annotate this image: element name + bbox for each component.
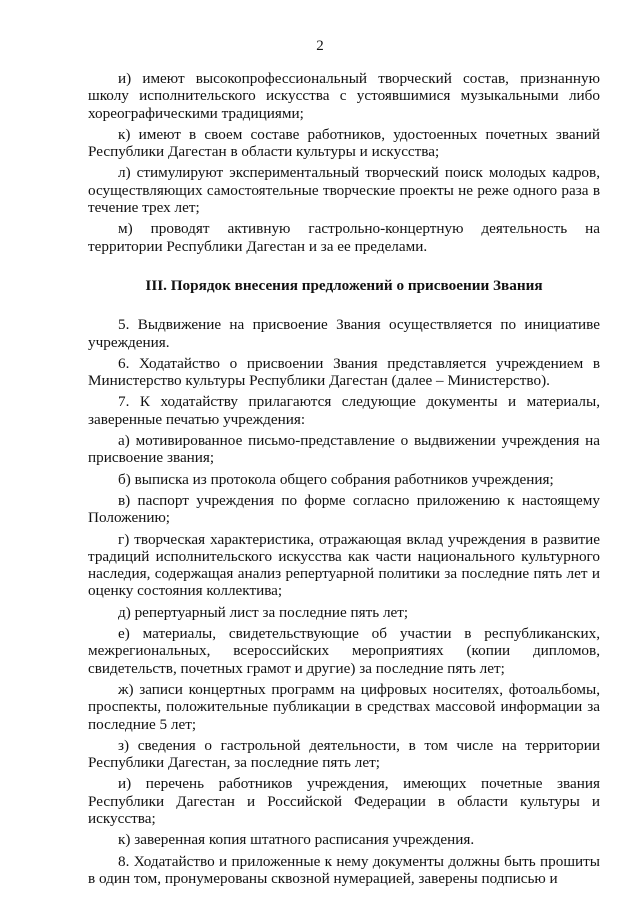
list-item-a: а) мотивированное письмо-представление о выдвижении учреждения на присвоение звания; — [88, 432, 600, 467]
list-item-b: б) выписка из протокола общего собрания работников учреждения; — [118, 470, 554, 488]
document-body — [88, 70, 600, 887]
paragraph-l: л) стимулируют экспериментальный творческий поиск молодых кадров, осуществляющих самостоятельные творческие проекты не реже одного раза в течение трех лет; — [88, 164, 600, 217]
paragraph-8: 8. Ходатайство и приложенные к нему документы должны быть прошиты в один том, пронумерованы сквозной нумерацией, заверены подписью и — [88, 852, 600, 887]
paragraph-6: 6. Ходатайство о присвоении Звания представляется учреждением в Министерство культуры Республики Дагестан (далее – Министерство). — [88, 354, 600, 390]
page-number: 2 — [316, 38, 324, 54]
list-item-e: е) материалы, свидетельствующие об участии в республиканских, межрегиональных, всероссийских мероприятиях (копии дипломов, свидетельств, почетных грамот и другие) за последние пять лет; — [88, 625, 600, 677]
list-item-zh: ж) записи концертных программ на цифровых носителях, фотоальбомы, проспекты, положительные публикации в средствах массовой информации за последние 5 лет; — [88, 680, 600, 733]
list-item-d: д) репертуарный лист за последние пять лет; — [118, 603, 409, 621]
paragraph-m: м) проводят активную гастрольно-концертную деятельность на территории Республики Дагестан и за ее пределами. — [88, 220, 600, 255]
paragraph-7: 7. К ходатайству прилагаются следующие документы и материалы, заверенные печатью учреждения: — [88, 393, 600, 428]
list-item-k: к) заверенная копия штатного расписания учреждения. — [118, 831, 475, 849]
paragraph-5: 5. Выдвижение на присвоение Звания осуществляется по инициативе учреждения. — [88, 316, 600, 351]
list-item-i: и) перечень работников учреждения, имеющих почетные звания Республики Дагестан и Российской Федерации в области культуры и искусства; — [88, 775, 600, 827]
section-heading: III. Порядок внесения предложений о присвоении Звания — [145, 276, 543, 294]
list-item-g: г) творческая характеристика, отражающая вклад учреждения в развитие традиций исполнительского искусства как части национального культурного наследия, содержащая анализ репертуарной политики за последние пять лет и оценку состояния коллектива; — [88, 530, 600, 600]
list-item-z: з) сведения о гастрольной деятельности, в том числе на территории Республики Дагестан, за последние пять лет; — [88, 736, 600, 772]
paragraph-i: и) имеют высокопрофессиональный творческий состав, признанную школу исполнительского искусства с устоявшимися музыкальными либо хореографическими традициями; — [88, 70, 600, 122]
paragraph-k: к) имеют в своем составе работников, удостоенных почетных званий Республики Дагестан в области культуры и искусства; — [88, 125, 600, 161]
list-item-v: в) паспорт учреждения по форме согласно приложению к настоящему Положению; — [88, 491, 600, 527]
